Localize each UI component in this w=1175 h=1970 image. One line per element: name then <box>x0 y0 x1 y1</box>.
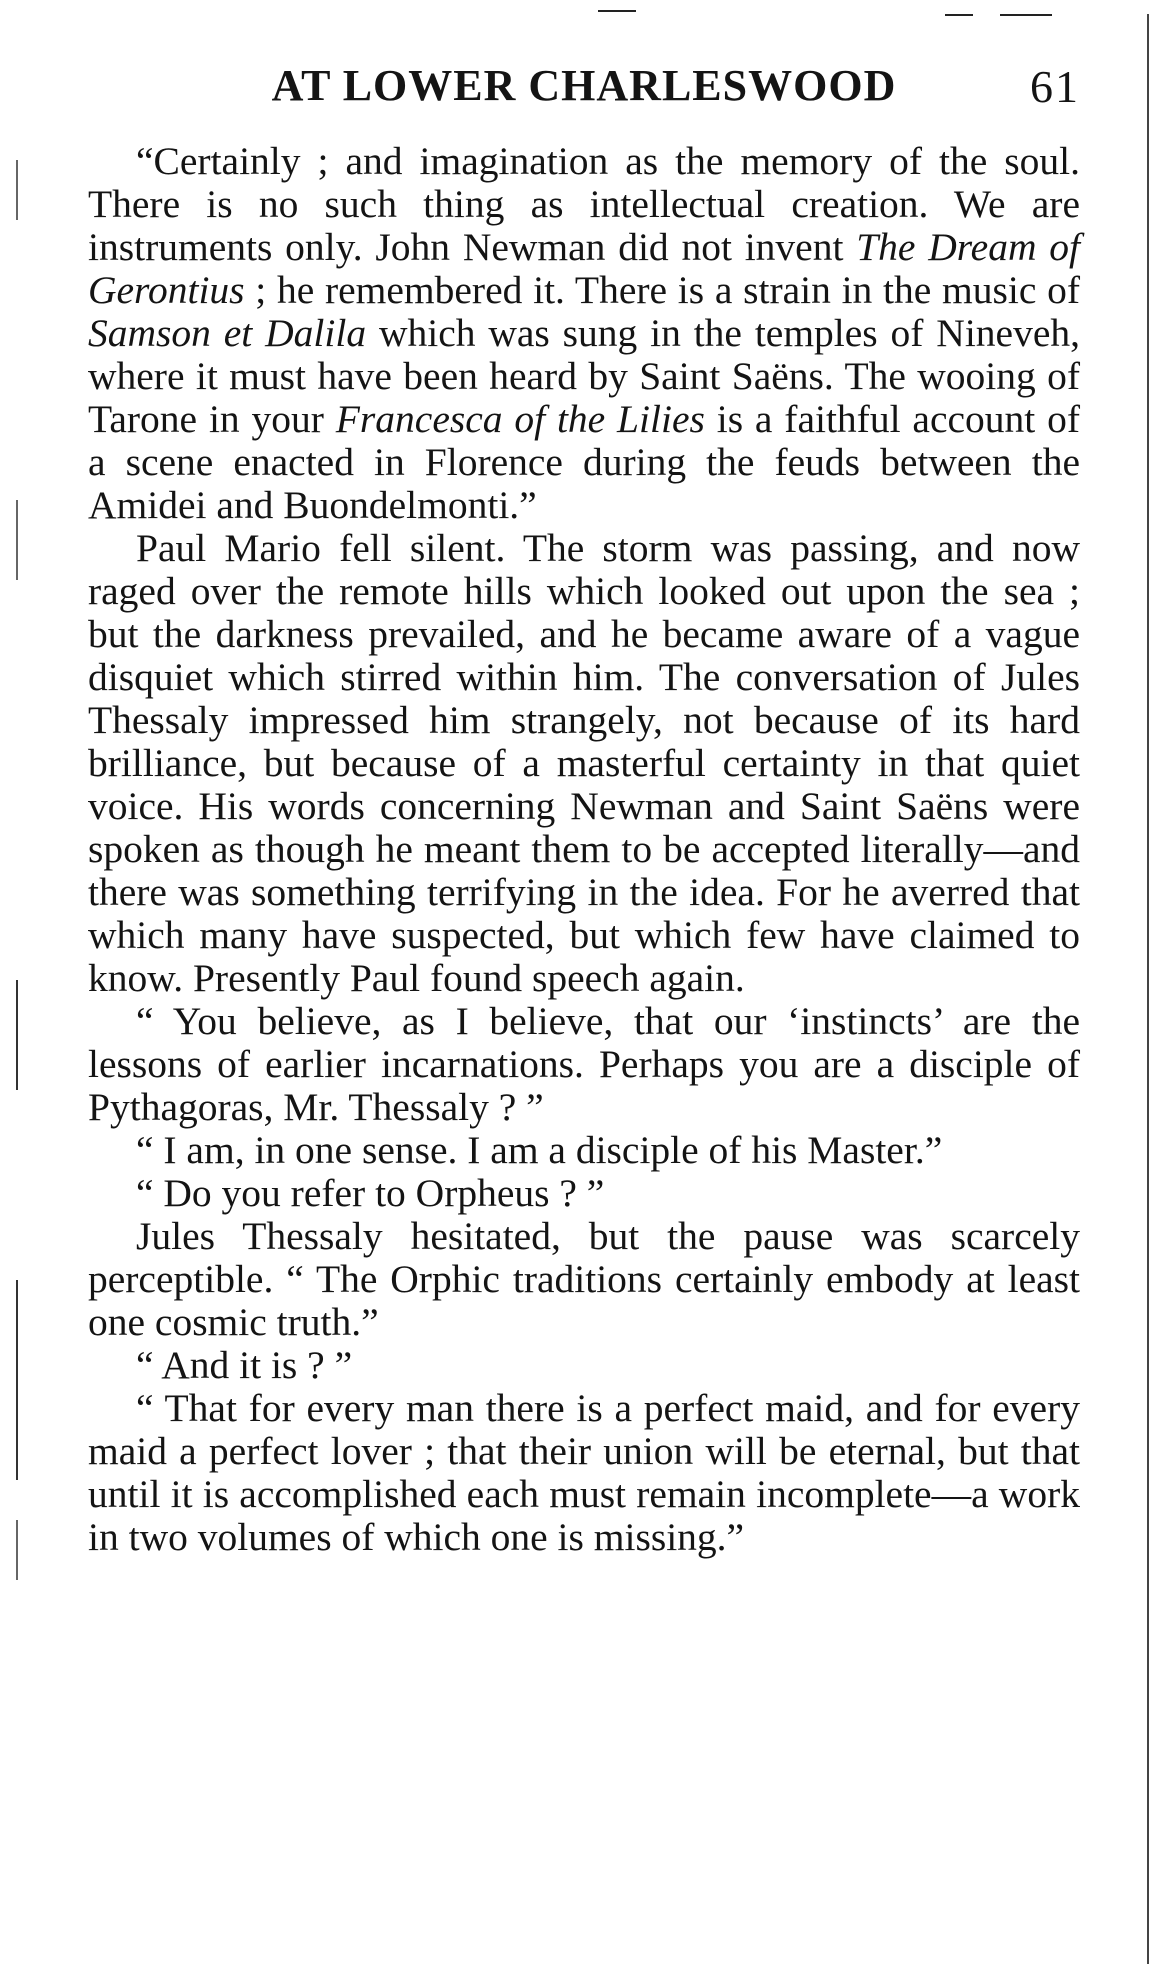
body-text <box>88 140 1080 1559</box>
text-run: is a faithful account of a scene enacted in Florence during the feuds between the Amidei and Buondelmonti.” <box>88 397 1080 527</box>
gutter-mark <box>16 1280 18 1480</box>
scan-edge-top-right-2 <box>1000 14 1052 16</box>
text-run: “ Do you refer to Orpheus ? ” <box>136 1171 605 1215</box>
italic-title: Francesca of the Lilies <box>335 397 705 441</box>
paragraph <box>88 1172 1080 1215</box>
gutter-marks <box>0 0 40 1970</box>
text-run: “ And it is ? ” <box>136 1343 353 1387</box>
text-run: “ You believe, as I believe, that our ‘instincts’ are the lessons of earlier incarnations. Perhaps you are a disciple of Pythagoras, Mr. Thessaly ? ” <box>88 999 1080 1129</box>
gutter-mark <box>16 980 18 1090</box>
text-run: “ That for every man there is a perfect maid, and for every maid a perfect lover ; that their union will be eternal, but that until it is accomplished each must remain incomplete—a work in two volumes of which one is missing.” <box>88 1386 1080 1559</box>
paragraph <box>88 1129 1080 1172</box>
text-run: “Certainly ; and imagination as the memory of the soul. There is no such thing as intellectual creation. We are instruments only. John Newman did not invent <box>88 139 1080 269</box>
page-header <box>88 60 1080 120</box>
text-run: “ I am, in one sense. I am a disciple of his Master.” <box>136 1128 943 1172</box>
gutter-mark <box>16 500 18 580</box>
paragraph <box>88 1215 1080 1344</box>
page-number: 61 <box>1030 61 1080 112</box>
paragraph <box>88 527 1080 1000</box>
text-run: ; he remembered it. There is a strain in the music of <box>244 268 1080 312</box>
text-run: Paul Mario fell silent. The storm was passing, and now raged over the remote hills which looked out upon the sea ; but the darkness prevailed, and he became aware of a vague disquiet which stirred within him. The conversation of Jules Thessaly impressed him strangely, not because of its hard brilliance, but because of a masterful certainty in that quiet voice. His words concerning Newman and Saint Saëns were spoken as though he meant them to be accepted literally—and there was something terrifying in the idea. For he averred that which many have suspected, but which few have claimed to know. Presently Paul found speech again. <box>88 526 1080 1000</box>
text-run: which was sung in the temples of Nineveh, where it must have been heard by Saint Saëns. The wooing of Tarone in your <box>88 311 1080 441</box>
text-run: Jules Thessaly hesitated, but the pause was scarcely perceptible. “ The Orphic traditions certainly embody at least one cosmic truth.” <box>88 1214 1080 1344</box>
italic-title: The Dream of Gerontius <box>88 225 1080 312</box>
italic-title: Samson et Dalila <box>88 311 367 355</box>
scan-edge-right <box>1147 14 1149 1964</box>
gutter-mark <box>16 160 18 220</box>
paragraph <box>88 1387 1080 1559</box>
paragraph <box>88 140 1080 527</box>
scan-edge-top-right <box>945 14 973 16</box>
paragraph <box>88 1344 1080 1387</box>
scan-edge-top <box>598 10 636 12</box>
paragraph <box>88 1000 1080 1129</box>
gutter-mark <box>16 1520 18 1580</box>
running-head: AT LOWER CHARLESWOOD <box>271 61 897 110</box>
